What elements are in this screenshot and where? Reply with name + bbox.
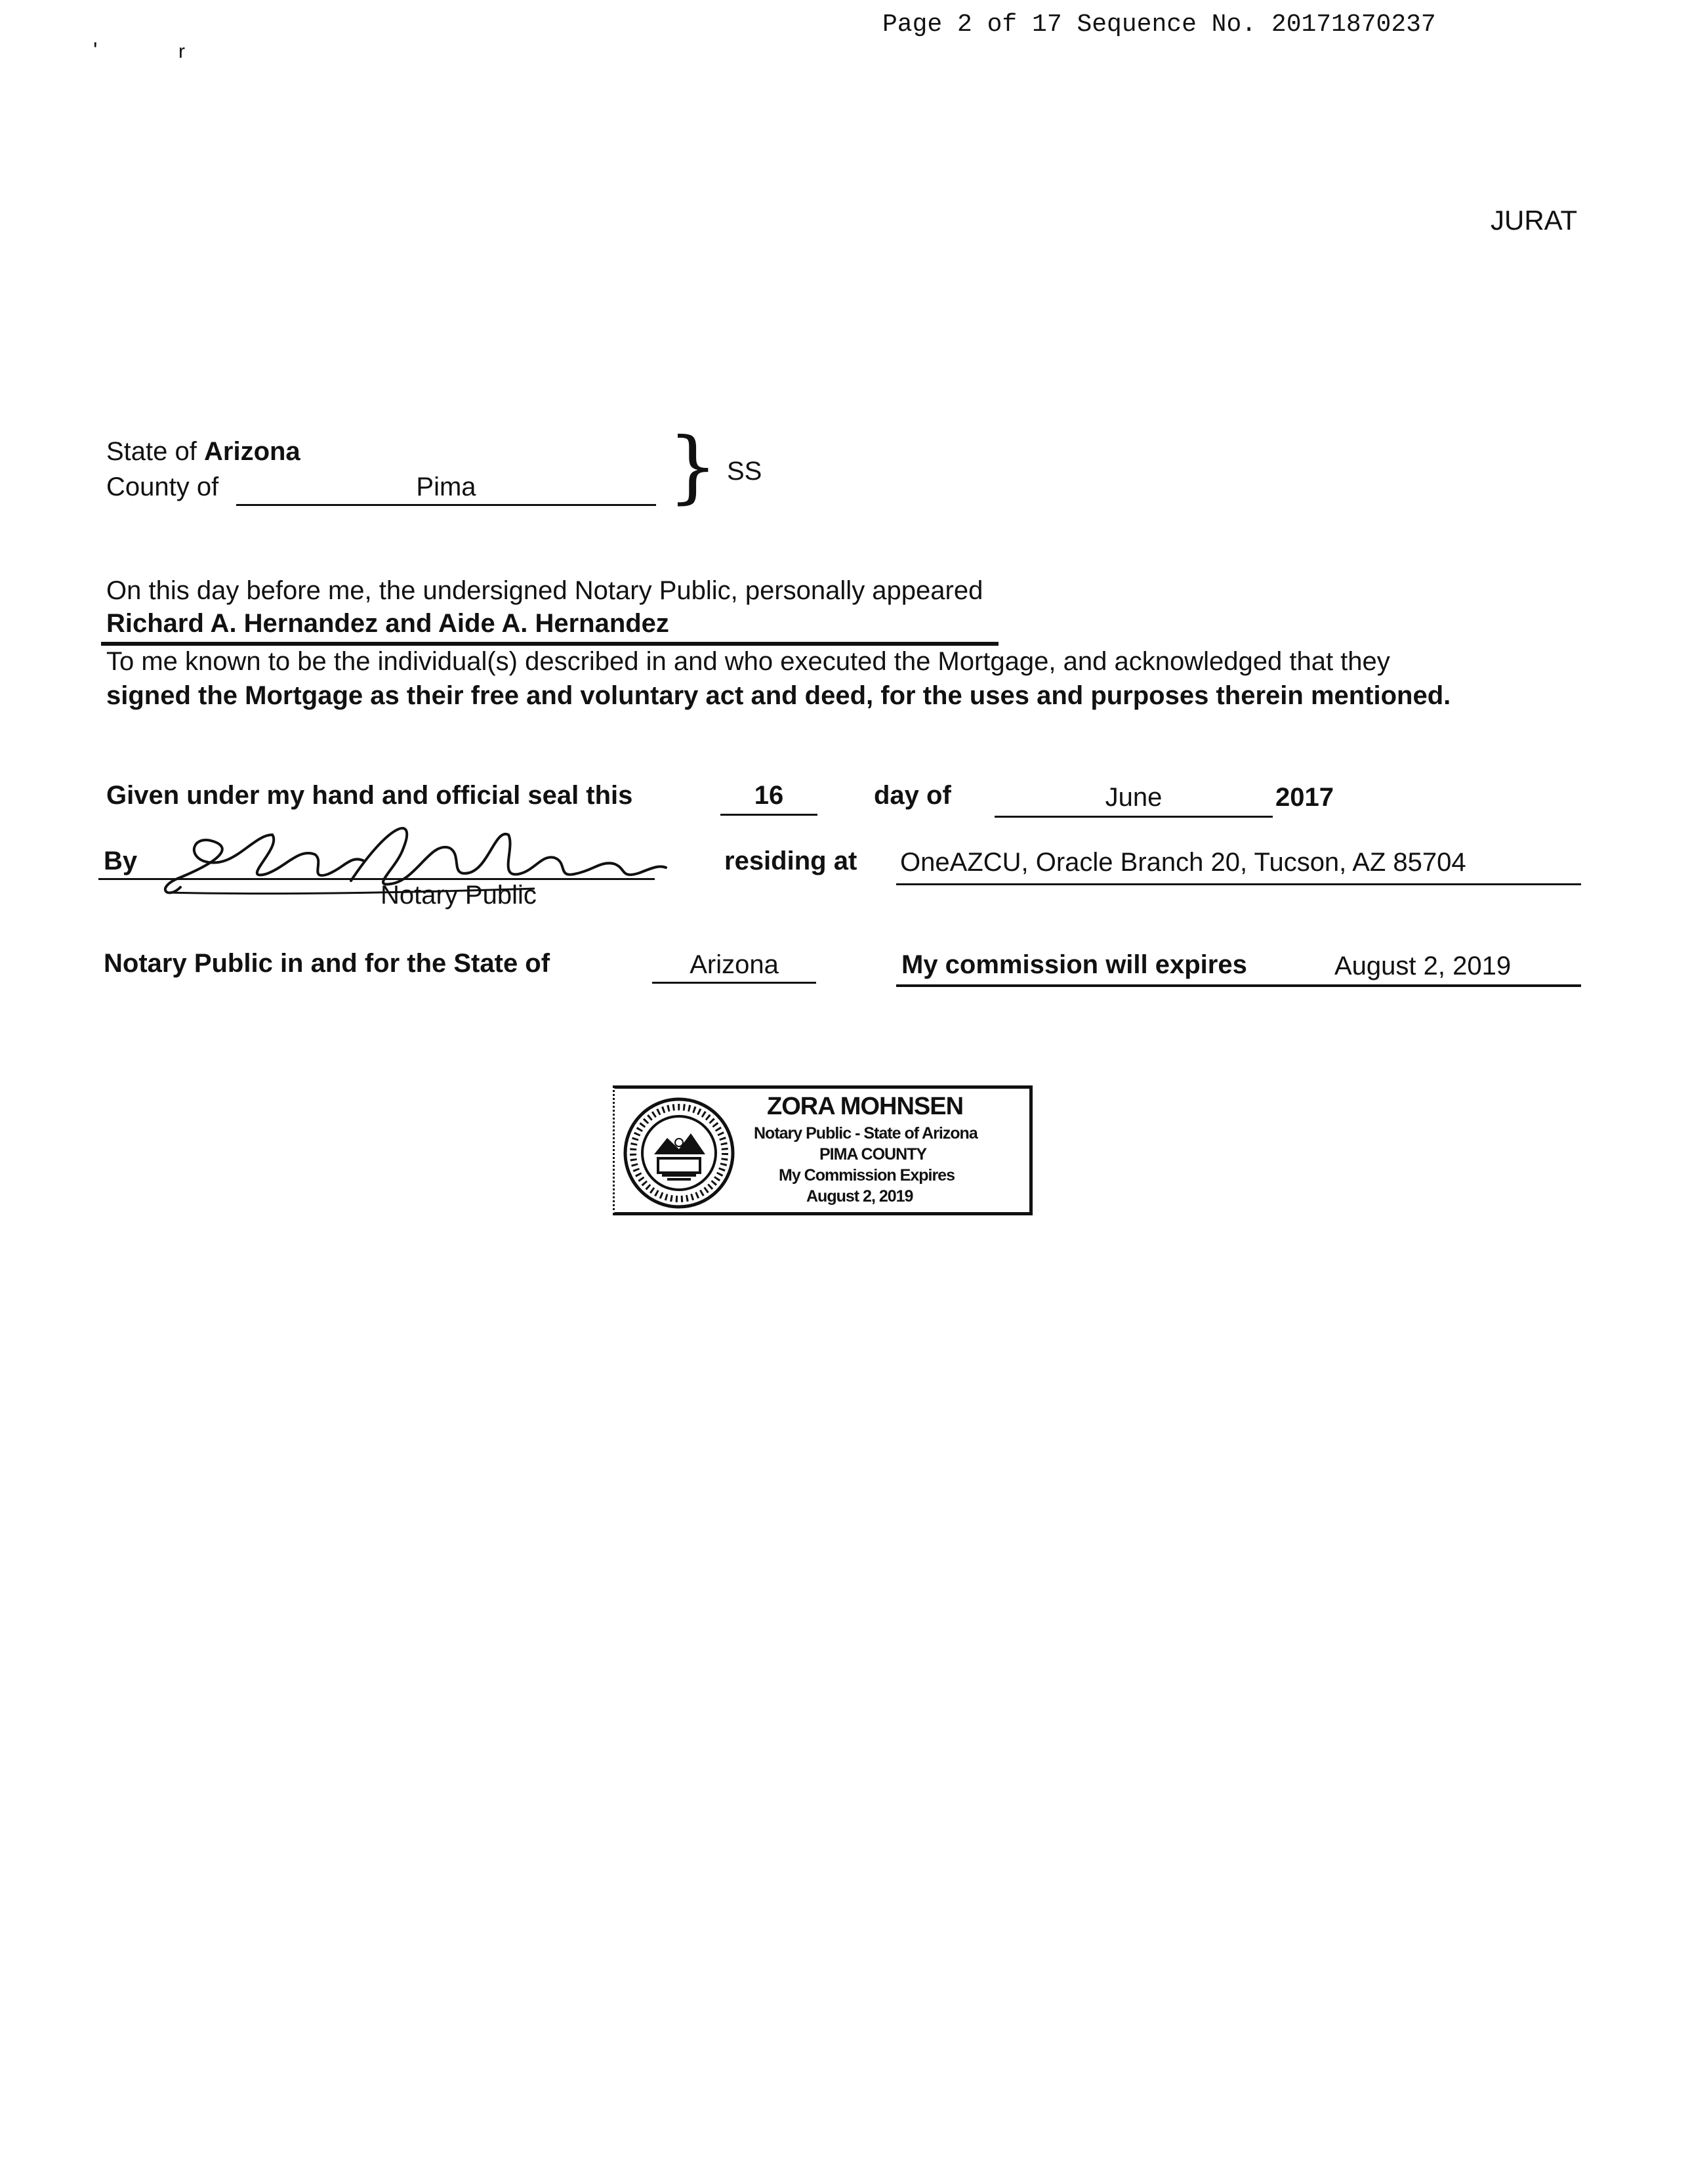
stamp-name: ZORA MOHNSEN: [767, 1093, 964, 1120]
intro-text: On this day before me, the undersigned Notary Public, personally appeared: [106, 576, 983, 605]
parties-underline: [101, 642, 999, 646]
day-value: 16: [754, 781, 784, 810]
stamp-line-3: My Commission Expires: [779, 1166, 955, 1185]
notary-state-value: Arizona: [690, 950, 779, 979]
notary-stamp: [613, 1085, 1033, 1215]
residence-value: OneAZCU, Oracle Branch 20, Tucson, AZ 85704: [900, 848, 1466, 877]
residing-label: residing at: [724, 847, 857, 875]
ss-label: SS: [727, 457, 762, 486]
acknowledgement-line-2: signed the Mortgage as their free and voluntary act and deed, for the uses and purposes therein mentioned.: [106, 681, 1451, 710]
given-label: Given under my hand and official seal this: [106, 781, 633, 810]
acknowledgement-line-1: To me known to be the individual(s) described in and who executed the Mortgage, and acknowledged that they: [106, 647, 1390, 676]
residence-underline: [896, 883, 1581, 885]
notary-state-underline: [652, 982, 816, 984]
county-value: Pima: [416, 472, 476, 501]
scan-mark: r: [178, 41, 185, 62]
stamp-line-2: PIMA COUNTY: [819, 1145, 927, 1164]
page-sequence-header: Page 2 of 17 Sequence No. 20171870237: [882, 10, 1436, 39]
by-label: By: [104, 847, 138, 875]
state-name: Arizona: [204, 437, 300, 466]
day-underline: [720, 814, 817, 816]
commission-date: August 2, 2019: [1334, 952, 1512, 980]
month-underline: [995, 816, 1273, 818]
state-prefix: State of: [106, 437, 197, 466]
county-label: County of: [106, 472, 219, 501]
venue-state: [106, 437, 300, 467]
county-underline: [236, 504, 656, 506]
brace-icon: }: [668, 421, 718, 513]
document-type-title: JURAT: [1491, 205, 1578, 236]
appearing-parties: Richard A. Hernandez and Aide A. Hernandez: [106, 609, 669, 638]
scan-mark: ': [93, 38, 98, 63]
notary-state-label: Notary Public in and for the State of: [104, 949, 550, 978]
commission-underline: [896, 984, 1581, 987]
stamp-line-4: August 2, 2019: [806, 1187, 913, 1206]
year-value: 2017: [1275, 783, 1334, 812]
month-value: June: [1105, 783, 1163, 812]
notary-public-caption: Notary Public: [381, 881, 537, 910]
signature-underline: [98, 878, 655, 880]
day-of-label: day of: [874, 781, 951, 810]
state-seal-icon: [621, 1095, 737, 1211]
commission-label: My commission will expires: [901, 950, 1247, 979]
stamp-line-1: Notary Public - State of Arizona: [754, 1124, 978, 1143]
